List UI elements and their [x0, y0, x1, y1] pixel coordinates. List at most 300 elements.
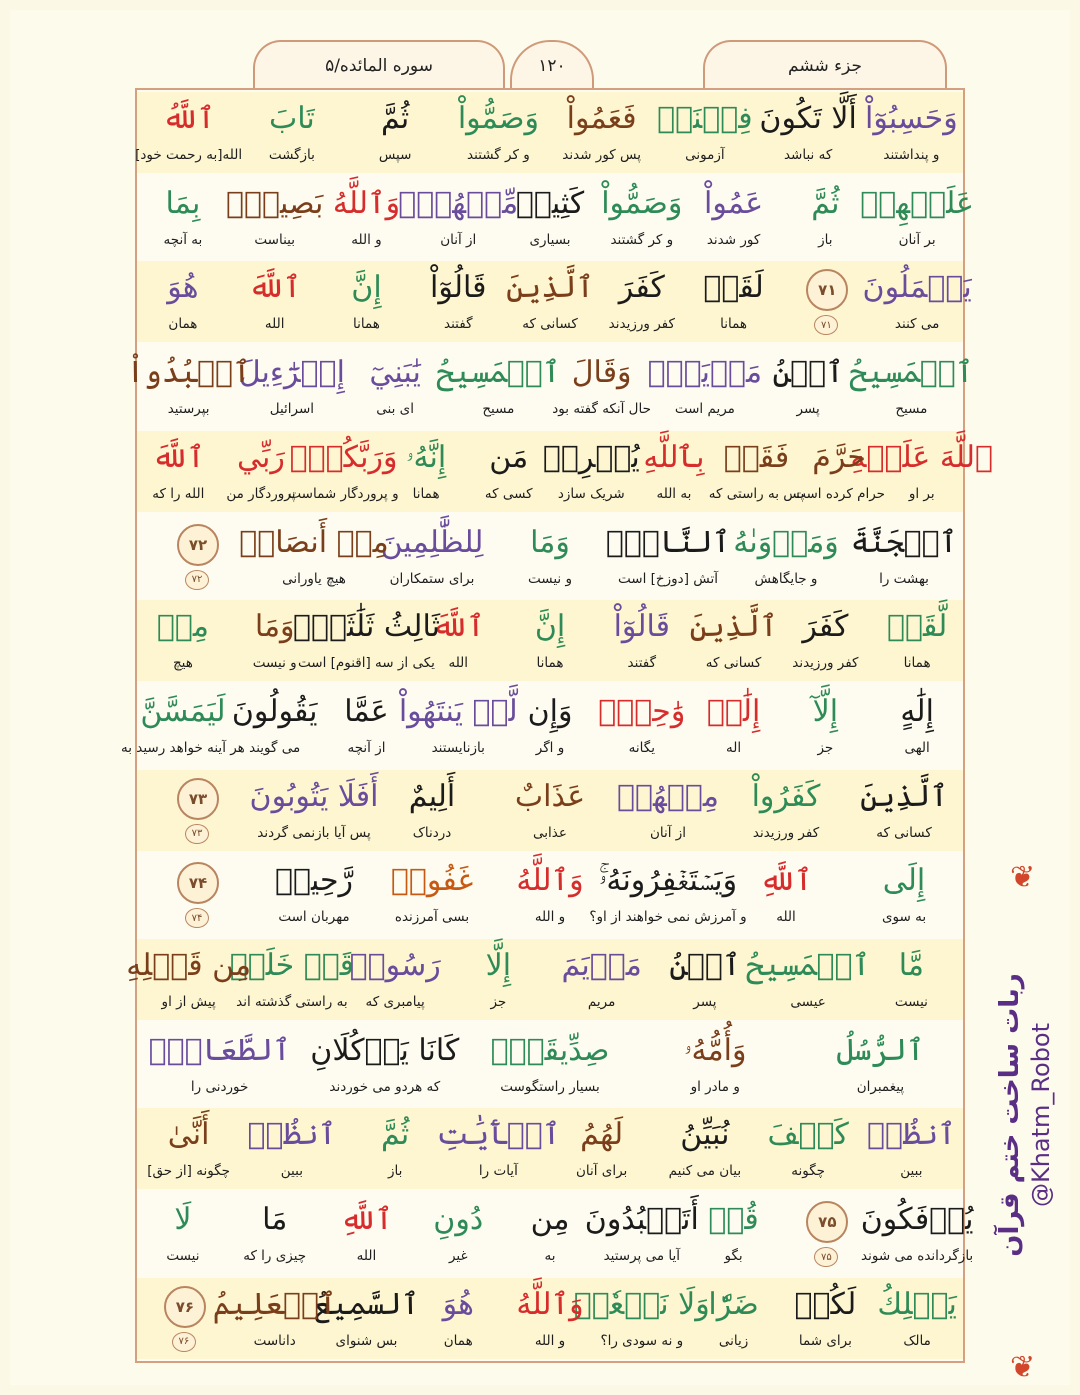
persian-translation: مهربان است [278, 909, 350, 926]
persian-translation: مسیح [482, 401, 515, 418]
word-cell [688, 685, 780, 766]
word-cell [225, 177, 324, 258]
arabic-word: ٱلۡعَلِيمُ [212, 1286, 337, 1322]
persian-translation: یگانه [628, 739, 655, 756]
word-cell [727, 770, 845, 851]
persian-translation: بر او [908, 485, 935, 502]
arabic-word: أَنَّىٰ [167, 1117, 210, 1153]
word-cell [212, 1278, 337, 1359]
word-cell [344, 346, 447, 427]
arabic-word: لِلظَّٰلِمِينَ [380, 524, 484, 560]
persian-translation: دردناک [412, 824, 452, 841]
word-cell [779, 685, 871, 766]
arabic-word: ٱبۡنُ [772, 355, 844, 391]
persian-translation: بسیاری [529, 231, 571, 248]
ayah-number-marker: ۷۱ [806, 269, 848, 311]
brand-handle: @Khatm_Robot [1027, 1022, 1055, 1208]
persian-translation: بیناست [254, 231, 295, 248]
arabic-word: ثَالِثُ ثَلَٰثَةٖۘ [292, 609, 440, 645]
persian-translation: مالک [903, 1332, 931, 1349]
word-cell [504, 1193, 596, 1274]
persian-translation: و نیست [252, 655, 297, 672]
arabic-word: لَا [174, 1202, 192, 1238]
arabic-word: فَقَدۡ [723, 439, 790, 475]
arabic-word: إِنَّهُۥ [405, 439, 447, 475]
word-cell [240, 346, 343, 427]
persian-translation: بهشت را [879, 570, 929, 587]
persian-translation: کفر ورزیدند [752, 824, 820, 841]
persian-translation: مسیح [895, 401, 928, 418]
word-cell [120, 685, 245, 766]
arabic-word: كَيۡفَ [767, 1117, 849, 1153]
persian-translation: و الله [534, 909, 566, 926]
word-cell [849, 346, 974, 427]
persian-translation: کسانی که [876, 824, 932, 841]
persian-translation: مریم است [674, 401, 735, 418]
word-cell [757, 1108, 860, 1189]
persian-translation: حرام کرده است [793, 485, 885, 502]
persian-translation: باز [818, 231, 833, 248]
persian-translation: گفتند [444, 316, 473, 333]
persian-translation: به آنچه [163, 231, 203, 248]
persian-translation: برای ستمکاران [389, 570, 475, 587]
persian-translation: آتش [دوزخ] است [618, 570, 718, 587]
word-cell [137, 600, 229, 681]
word-cell [542, 431, 640, 512]
arabic-word: يَقُولُونَ [231, 693, 318, 729]
persian-translation: خوردنی را [190, 1078, 249, 1095]
word-cell [845, 770, 963, 851]
persian-translation: که هردو می خوردند [329, 1078, 441, 1095]
persian-translation: چیزی را که [243, 1248, 307, 1265]
arabic-word: إِسۡرَٰٓءِيلَ [238, 355, 345, 391]
word-cell [860, 1108, 963, 1189]
persian-translation: از آنچه [347, 739, 386, 756]
arabic-word: أَلِيمٌ [408, 778, 456, 814]
arabic-word: وَرَبَّكُمۡۖ [289, 439, 398, 475]
persian-translation: مریم [587, 994, 616, 1010]
word-cell [491, 854, 609, 935]
arabic-word: وَقَالَ [571, 355, 632, 391]
arabic-word: مِنۡ [156, 609, 209, 645]
persian-translation: و نیست [528, 570, 572, 587]
verse-row [137, 854, 963, 935]
word-cell [589, 854, 747, 935]
word-cell [504, 261, 596, 342]
word-cell [137, 261, 229, 342]
persian-translation: به سوی [881, 909, 927, 926]
word-cell [793, 431, 885, 512]
persian-translation: عذابی [533, 824, 567, 841]
word-cell [373, 854, 491, 935]
persian-translation: باز [387, 1163, 403, 1180]
arabic-word: هُوَ [442, 1286, 474, 1322]
word-cell [757, 92, 860, 173]
word-cell [126, 939, 252, 1020]
word-cell [584, 1193, 699, 1274]
arabic-word: ثُمَّ [811, 185, 840, 221]
arabic-word: مِّنۡهُمۡۚ [398, 185, 519, 221]
arabic-word: ٱللَّهِ [759, 863, 813, 899]
arabic-word: ٱنظُرۡ [867, 1117, 956, 1153]
verse-row [137, 1108, 963, 1189]
arabic-word: إِلَّآ [812, 693, 839, 729]
arabic-word: ٱلسَّمِيعُ [313, 1286, 420, 1322]
arabic-word: بِٱللَّهِ [643, 439, 705, 475]
page-number: ۱۲۰ [510, 40, 594, 90]
verse-row [137, 1278, 963, 1359]
arabic-word: ٱللَّهَ [151, 439, 205, 475]
arabic-word: يَعۡمَلُونَ [862, 270, 972, 306]
persian-translation: بپرستید [167, 401, 210, 418]
arabic-word: إِلَّا [485, 948, 512, 983]
verse-row [137, 261, 972, 342]
persian-translation: حال آنکه گفته بود [552, 401, 651, 418]
word-cell [249, 770, 379, 851]
arabic-word: مَّا [898, 948, 924, 983]
word-cell [220, 431, 303, 512]
persian-translation: جز [817, 739, 834, 756]
arabic-word: ٱللَّهِ [340, 1202, 393, 1238]
arabic-word: لَيَمَسَّنَّ [140, 693, 226, 729]
word-cell [746, 939, 871, 1020]
persian-translation: نیست [166, 1248, 200, 1265]
persian-translation: نیست [894, 994, 928, 1010]
word-cell [596, 177, 688, 258]
arabic-word: رَسُولٞ [349, 948, 441, 983]
ayah-number-small: ۷۲ [185, 570, 209, 590]
arabic-word: مِن [530, 1202, 570, 1238]
ornament-top-icon: ❦ [1010, 860, 1036, 895]
word-cell [504, 1278, 596, 1359]
arabic-word: مِنۡهُمۡ [617, 778, 719, 814]
page-header [135, 40, 965, 90]
word-cell [321, 261, 413, 342]
persian-translation: اسرائیل [269, 401, 315, 418]
word-cell [229, 1193, 321, 1274]
arabic-word: كَفَرُواْ [751, 778, 821, 814]
persian-translation: کسی که [484, 485, 533, 502]
arabic-word: إِلَى [882, 863, 926, 899]
arabic-word: ٱنظُرۡ [247, 1117, 337, 1153]
arabic-word: ٱلَّذِينَ [506, 270, 594, 306]
word-cell [436, 1108, 561, 1189]
arabic-word: ٱللَّهَ [248, 270, 302, 306]
word-cell [126, 346, 251, 427]
word-cell [344, 939, 447, 1020]
persian-translation: بر آنان [898, 231, 936, 248]
persian-translation: پیش از او [161, 994, 216, 1010]
side-branding [985, 880, 1065, 1350]
persian-translation: و کر گشتند [467, 147, 530, 163]
arabic-word: ٱلۡمَسِيحُ [436, 355, 561, 391]
arabic-word: وَمَا [254, 609, 295, 645]
arabic-word: ٱللَّهَ [431, 609, 485, 645]
word-cell [605, 516, 731, 597]
arabic-word: يَمۡلِكُ [877, 1286, 957, 1322]
arabic-word: وَلَا نَفۡعٗاۚ [573, 1286, 710, 1322]
arabic-word: ٱلۡمَسِيحُ [746, 948, 871, 983]
persian-translation: و الله [534, 1332, 566, 1349]
arabic-word: ٱعۡبُدُواْ [126, 355, 251, 391]
arabic-word: يَٰبَنِيٓ [369, 355, 421, 391]
word-cell [688, 177, 780, 258]
arabic-word: عَلَيۡهِمۡ [860, 185, 974, 221]
persian-translation: پیغمبران [856, 1078, 905, 1095]
persian-translation: پسر [796, 401, 820, 418]
word-cell [504, 600, 596, 681]
arabic-word: كَفَرَ [618, 270, 665, 306]
persian-translation: الله [448, 655, 469, 672]
arabic-word: قَالُوٓاْ [430, 270, 487, 306]
arabic-word: أَلَّا تَكُونَ [759, 101, 857, 136]
arabic-word: وَصَمُّواْ [457, 101, 539, 136]
persian-translation: بیان می کنیم [668, 1163, 742, 1180]
arabic-word: غَفُورٞ [390, 863, 474, 899]
arabic-word: عَمَّا [344, 693, 389, 729]
persian-translation: عیسی [790, 994, 826, 1010]
word-cell [647, 346, 763, 427]
word-cell [688, 1193, 780, 1274]
word-cell [596, 261, 688, 342]
verse-row [137, 92, 963, 173]
persian-translation: پروردگار من [226, 485, 296, 502]
persian-translation: همانا [720, 316, 748, 333]
arabic-word: كَفَرَ [802, 609, 849, 645]
persian-translation: کسانی که [705, 655, 762, 672]
word-cell [860, 939, 963, 1020]
arabic-word: ثُمَّ [380, 1117, 410, 1153]
arabic-word: ٱلَّذِينَ [860, 778, 948, 814]
persian-translation: الله [356, 1248, 377, 1265]
word-cell [491, 770, 609, 851]
arabic-word: مِن قَبۡلِهِ [126, 948, 252, 983]
arabic-word: حَرَّمَ [812, 439, 866, 475]
arabic-word: قَالُوٓاْ [613, 609, 671, 645]
persian-translation: به راستی گذشته اند [236, 994, 348, 1010]
word-cell [850, 431, 994, 512]
persian-translation: هیچ یاورانی [282, 570, 346, 587]
arabic-word: نُبَيِّنُ [680, 1117, 730, 1153]
surah-label: سوره المائده/۵ [253, 40, 505, 90]
persian-translation: و نه سودی را؟ [600, 1332, 684, 1349]
arabic-word: كَثِيرٞ [515, 185, 585, 221]
arabic-word: لَّمۡ يَنتَهُواْ [398, 693, 518, 729]
word-cell [550, 92, 653, 173]
verse-row [120, 685, 963, 766]
ayah-number-small: ۷۱ [814, 315, 838, 335]
word-cell [467, 1024, 632, 1105]
persian-translation: آیا می پرستید [603, 1248, 681, 1265]
arabic-word: وَحَسِبُوٓاْ [865, 101, 958, 136]
persian-translation: بسیار راستگوست [500, 1078, 600, 1095]
arabic-word: ٱلرُّسُلُ [836, 1032, 925, 1068]
word-cell [344, 1108, 447, 1189]
persian-translation: بازگشت [268, 147, 315, 163]
persian-translation: پس کور شدند [562, 147, 641, 163]
persian-translation: کفر ورزیدند [792, 655, 859, 672]
word-cell [860, 1193, 974, 1274]
arabic-word: أَفَلَا يَتُوبُونَ [249, 778, 379, 814]
persian-translation: بسی آمرزنده [394, 909, 470, 926]
arabic-word: عَذَابٌ [514, 778, 586, 814]
word-cell [373, 516, 491, 597]
persian-translation: و جایگاهش [754, 570, 818, 587]
word-cell [596, 685, 688, 766]
word-cell [321, 1193, 413, 1274]
persian-translation: به الله [656, 485, 692, 502]
arabic-word: لَّقَدۡ [886, 609, 948, 645]
persian-translation: و آمرزش نمی خواهند از او؟ [589, 909, 747, 926]
word-cell [447, 92, 550, 173]
word-cell [550, 346, 653, 427]
persian-translation: بازنایستند [431, 739, 485, 756]
persian-translation: برای شما [798, 1332, 852, 1349]
persian-translation: و اگر [535, 739, 565, 756]
arabic-word: كَانَا يَأۡكُلَانِ [310, 1032, 460, 1068]
persian-translation: چگونه [791, 1163, 826, 1180]
word-cell [633, 1024, 798, 1105]
word-cell [137, 1193, 229, 1274]
persian-translation: بس شنوای [335, 1332, 398, 1349]
verse-row [126, 939, 963, 1020]
arabic-word: وَٱللَّهُ [516, 863, 584, 899]
word-cell [302, 1024, 467, 1105]
word-cell [398, 177, 519, 258]
persian-translation: هر آینه خواهد رسید به [120, 739, 245, 756]
arabic-word: إِلَٰهٍ [900, 693, 934, 729]
arabic-word: وَإِن [527, 693, 573, 729]
persian-translation: الهی [904, 739, 930, 756]
word-cell [845, 854, 963, 935]
persian-translation: پیامبری که [365, 994, 425, 1010]
arabic-word: ٱلَّذِينَ [689, 609, 778, 645]
persian-translation: و الله [351, 231, 382, 248]
persian-translation: ببین [900, 1163, 923, 1180]
arabic-word: هُوَ [167, 270, 199, 306]
verse-row [137, 431, 994, 512]
ayah-number-marker: ۷۲ [177, 524, 219, 566]
persian-translation: الله را که [152, 485, 205, 502]
persian-translation: ببین [280, 1163, 303, 1180]
word-cell [137, 1108, 240, 1189]
persian-translation: همانا [536, 655, 564, 672]
persian-translation: کفر ورزیدند [608, 316, 675, 333]
arabic-word: ضَرّٗا [708, 1286, 759, 1322]
word-cell [798, 1024, 963, 1105]
arabic-word: فَعَمُواْ [566, 101, 637, 136]
word-cell [255, 854, 373, 935]
arabic-word: مَرۡيَمَۖ [647, 355, 763, 391]
word-cell [633, 431, 716, 512]
persian-translation: به [544, 1248, 556, 1265]
arabic-word: عَمُواْ [704, 185, 764, 221]
persian-translation: شریک سازد [557, 485, 625, 502]
persian-translation: الله [264, 316, 285, 333]
ayah-number-small: ۷۳ [185, 824, 209, 844]
word-cell [573, 1278, 710, 1359]
word-cell [436, 346, 561, 427]
ayah-number-small: ۷۵ [814, 1247, 838, 1267]
ayah-number-marker: ۷۳ [177, 778, 219, 820]
arabic-word: ٱلنَّارُۖ [605, 524, 731, 560]
word-cell [688, 261, 780, 342]
arabic-word: إِنَّ [534, 609, 566, 645]
arabic-word: لَهُمُ [580, 1117, 624, 1153]
persian-translation: یکی از سه [اقنوم] است [298, 655, 435, 672]
word-cell [398, 685, 518, 766]
word-cell [288, 431, 399, 512]
word-cell [344, 92, 447, 173]
word-cell [860, 92, 963, 173]
arabic-word: لَقَدۡ [703, 270, 764, 306]
verse-row [137, 516, 963, 597]
persian-translation: ای بنی [376, 401, 414, 418]
word-cell [412, 1193, 504, 1274]
word-cell [596, 600, 688, 681]
ornament-bottom-icon: ❦ [1010, 1350, 1036, 1385]
persian-translation: و پنداشتند [883, 147, 940, 163]
arabic-word: ٱلۡجَنَّةَ [850, 524, 958, 560]
arabic-word: وَيَسۡتَغۡفِرُونَهُۥۚ [598, 863, 738, 899]
persian-translation: از آنان [649, 824, 687, 841]
persian-translation: آزمونی [685, 147, 725, 163]
verse-row [137, 600, 963, 681]
word-cell [491, 516, 609, 597]
word-cell [467, 431, 550, 512]
word-cell [137, 431, 220, 512]
ayah-number-marker: ۷۴ [177, 862, 219, 904]
word-cell [862, 261, 972, 342]
word-cell [845, 516, 963, 597]
arabic-word: يُؤۡفَكُونَ [860, 1202, 974, 1238]
persian-translation: غیر [448, 1248, 468, 1265]
arabic-word: مِنۡ أَنصَارٖ [239, 524, 389, 560]
arabic-word: دُونِ [433, 1202, 484, 1238]
arabic-word: ٱللَّهَ عَلَيۡهِ [850, 439, 994, 475]
juz-label: جزء ششم [703, 40, 947, 90]
persian-translation: اله [726, 739, 742, 756]
word-cell [550, 939, 653, 1020]
persian-translation: برای آنان [575, 1163, 628, 1180]
word-cell [653, 1108, 756, 1189]
word-cell [321, 177, 413, 258]
arabic-word: فِتۡنَةٞ [657, 101, 753, 136]
word-cell [779, 177, 871, 258]
word-cell [447, 939, 550, 1020]
verse-row [137, 177, 974, 258]
persian-translation: سپس [378, 147, 412, 163]
word-cell [321, 685, 413, 766]
word-cell [871, 1278, 963, 1359]
arabic-word: ٱللَّهُ [162, 101, 215, 136]
arabic-word: وَٱللَّهُ [332, 185, 401, 221]
word-cell [240, 92, 343, 173]
word-cell [229, 600, 321, 681]
persian-translation: پسر [693, 994, 717, 1010]
word-cell [135, 92, 243, 173]
persian-translation: زیانی [718, 1332, 749, 1349]
word-cell [550, 1108, 653, 1189]
persian-translation: الله[به رحمت خود] [135, 147, 243, 163]
arabic-word: قُلۡ [708, 1202, 759, 1238]
arabic-word: لَكُمۡ [794, 1286, 857, 1322]
persian-translation: داناست [253, 1332, 296, 1349]
arabic-word: يُشۡرِكۡ [542, 439, 640, 475]
arabic-word: ٱلۡمَسِيحُ [849, 355, 974, 391]
persian-translation: هیچ [172, 655, 193, 672]
persian-translation: و مادر او [690, 1078, 740, 1095]
